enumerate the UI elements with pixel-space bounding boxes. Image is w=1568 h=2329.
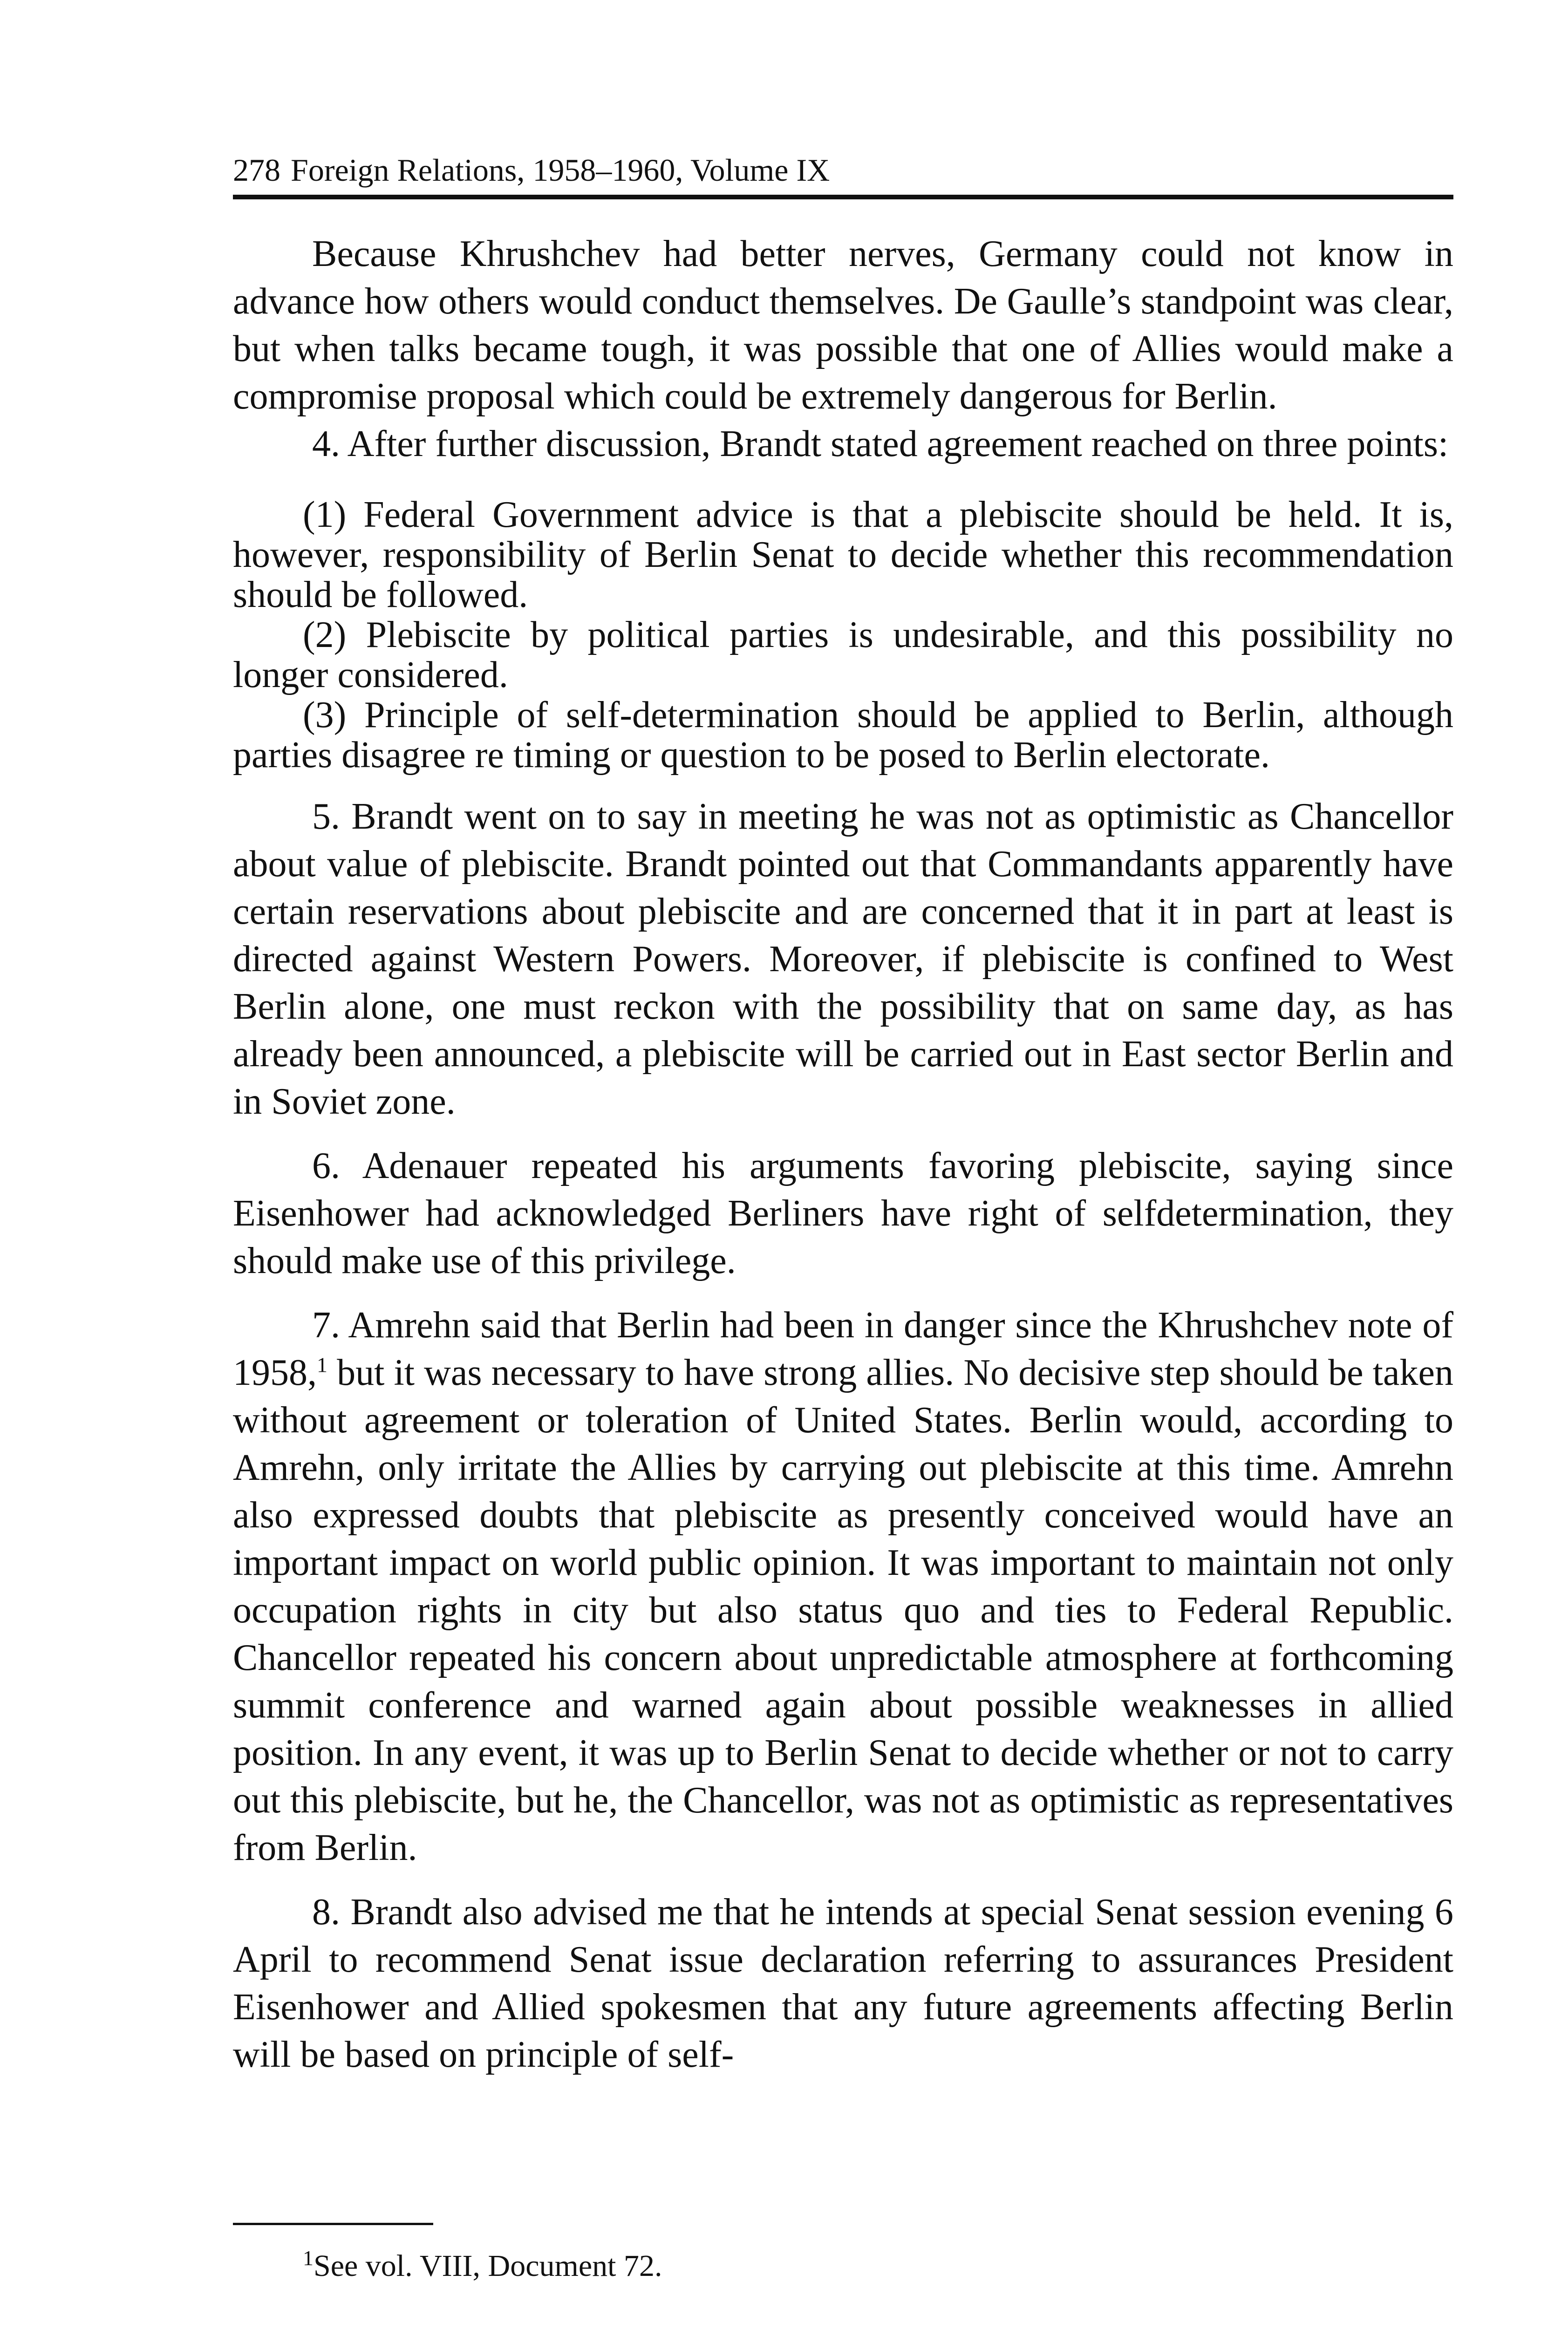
- running-head: [233, 149, 1453, 191]
- agreement-points: [233, 495, 1453, 775]
- body-text: [233, 230, 1453, 2078]
- paragraph-7-text-b: but it was necessary to have strong allies. No decisive step should be taken without agreement or toleration of United States. Berlin would, according to Amrehn, only irritate the Allies by carrying out plebiscite at this time. Amrehn also expressed doubts that plebiscite as presently conceived would have an important impact on world public opinion. It was important to maintain not only occupation rights in city but also status quo and ties to Federal Republic. Chancellor repeated his concern about unpredictable atmosphere at forthcoming summit conference and warned again about possible weaknesses in allied position. In any event, it was up to Berlin Senat to decide whether or not to carry out this plebiscite, but he, the Chancellor, was not as optimistic as representatives from Berlin.: [233, 1352, 1453, 1868]
- footnote: [303, 2247, 1453, 2285]
- volume-title: Foreign Relations, 1958–1960, Volume IX: [291, 152, 830, 188]
- page-content: [233, 149, 1453, 2285]
- paragraph-7-text-a: 7. Amrehn said that Berlin had been in danger since the Khrushchev note of 1958,: [233, 1305, 1453, 1393]
- paragraph-7: [233, 1301, 1453, 1872]
- point-1: (1) Federal Government advice is that a plebiscite should be held. It is, however, responsibility of Berlin Senat to decide whether this recommendation should be followed.: [233, 494, 1453, 615]
- header-rule: [233, 195, 1453, 199]
- point-2: (2) Plebiscite by political parties is undesirable, and this possibility no longer considered.: [233, 614, 1453, 695]
- paragraph-continued: Because Khrushchev had better nerves, Germany could not know in advance how others would conduct themselves. De Gaulle’s standpoint was clear, but when talks became tough, it was possible that one of Allies would make a compromise proposal which could be extremely dangerous for Berlin.: [233, 233, 1453, 417]
- footnote-rule: [233, 2223, 433, 2225]
- paragraph-6: 6. Adenauer repeated his arguments favoring plebiscite, saying since Eisenhower had acknowledged Berliners have right of selfdetermination, they should make use of this privilege.: [233, 1145, 1453, 1281]
- footnote-text: See vol. VIII, Document 72.: [314, 2249, 662, 2283]
- page-number: 278: [233, 152, 280, 188]
- paragraph-5: 5. Brandt went on to say in meeting he was not as optimistic as Chancellor about value of plebiscite. Brandt pointed out that Commandants apparently have certain reservations about plebiscite and are concerned that it in part at least is directed against Western Powers. Moreover, if plebiscite is confined to West Berlin alone, one must reckon with the possibility that on same day, as has already been announced, a plebiscite will be carried out in East sector Berlin and in Soviet zone.: [233, 796, 1453, 1122]
- point-3: (3) Principle of self-determination should be applied to Berlin, although parties disagree re timing or question to be posed to Berlin electorate.: [233, 695, 1453, 776]
- paragraph-8: 8. Brandt also advised me that he intends at special Senat session evening 6 April to recommend Senat issue declaration referring to assurances President Eisenhower and Allied spokesmen that any future agreements affecting Berlin will be based on principle of self-: [233, 1892, 1453, 2075]
- paragraph-4: 4. After further discussion, Brandt stated agreement reached on three points:: [312, 423, 1449, 464]
- footnote-reference[interactable]: 1: [317, 1353, 327, 1377]
- footnote-number: 1: [303, 2246, 314, 2270]
